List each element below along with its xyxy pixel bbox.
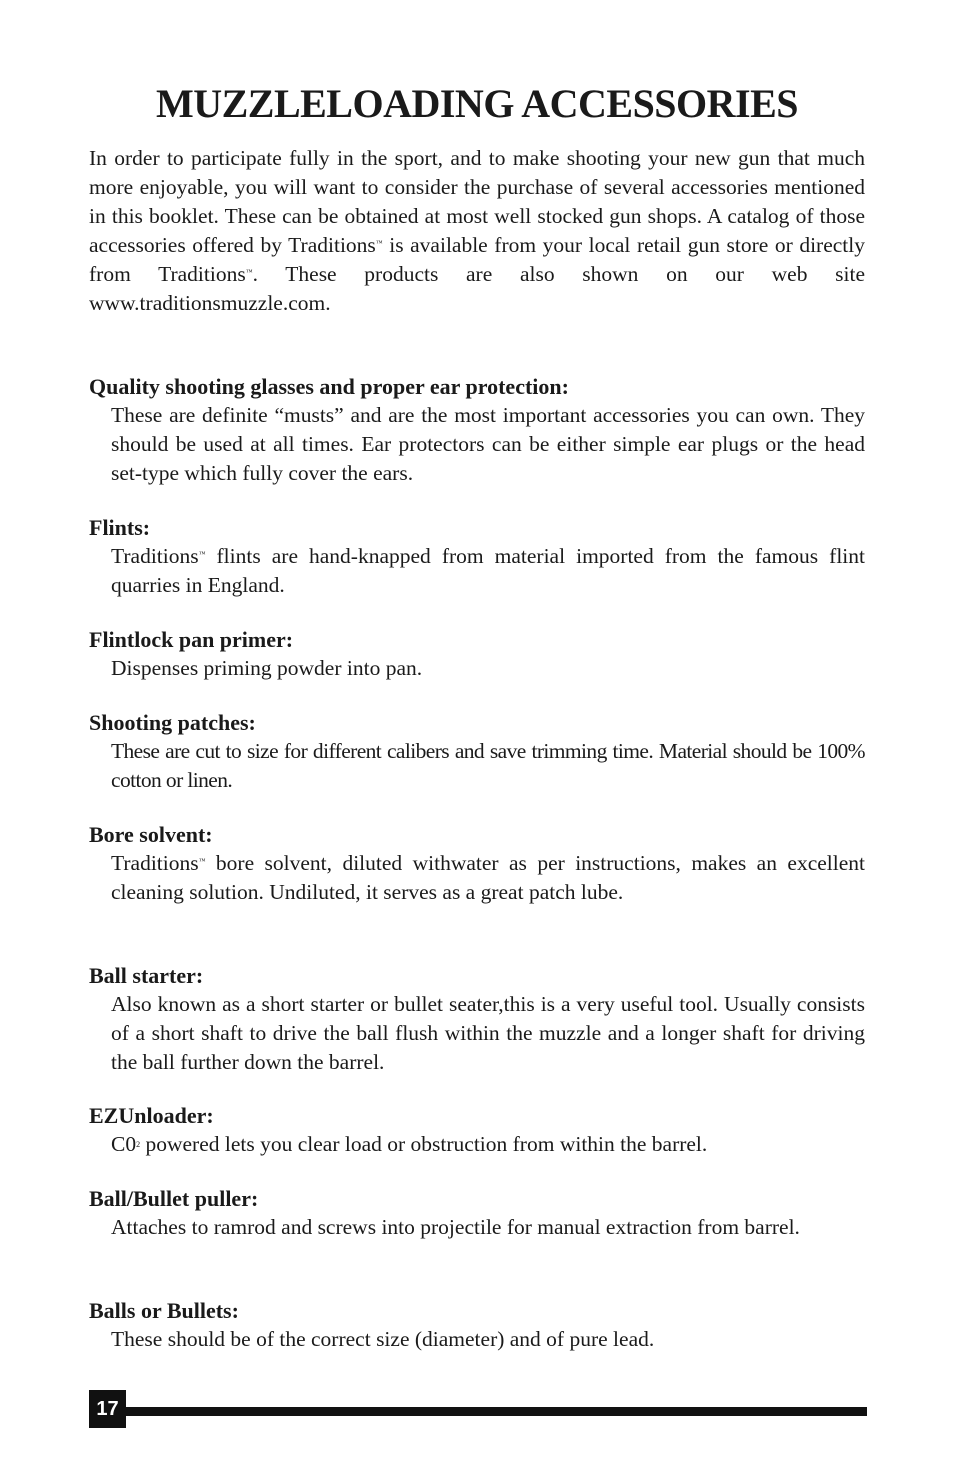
intro-paragraph bbox=[89, 144, 865, 318]
section-body-suffix: powered lets you clear load or obstruction from within the barrel. bbox=[140, 1132, 708, 1156]
section-heading: Ball/Bullet puller: bbox=[89, 1186, 259, 1211]
section-body-prefix: Traditions bbox=[111, 544, 199, 568]
section-body: These are cut to size for different calibers and save trimming time. Material should be 100% cotton or linen. bbox=[111, 739, 865, 792]
intro-text-3: . These products are also shown on our web site www.traditionsmuzzle.com. bbox=[89, 262, 865, 315]
section-heading: Shooting patches: bbox=[89, 710, 256, 735]
page-number: 17 bbox=[89, 1390, 126, 1428]
section-body-suffix: bore solvent, diluted withwater as per instructions, makes an excellent cleaning solution. Undiluted, it serves as a great patch lube. bbox=[111, 851, 865, 904]
section-ezunloader bbox=[89, 1101, 865, 1159]
section-heading: Flints: bbox=[89, 515, 151, 540]
section-body bbox=[111, 1130, 865, 1159]
page-footer bbox=[89, 1390, 867, 1428]
section-body-prefix: C0 bbox=[111, 1132, 137, 1156]
section-balls bbox=[89, 1296, 865, 1354]
section-heading: EZUnloader: bbox=[89, 1103, 214, 1128]
trademark-mark: ™ bbox=[245, 268, 253, 276]
section-body: These are definite “musts” and are the most important accessories you can own. They should be used at all times. Ear protectors can be either simple ear plugs or the head set-type which fully cover the ears. bbox=[111, 403, 865, 485]
section-patches bbox=[89, 708, 865, 795]
section-ball-starter bbox=[89, 961, 865, 1077]
section-bore-solvent bbox=[89, 820, 865, 907]
trademark-mark: ™ bbox=[198, 857, 206, 865]
section-flints bbox=[89, 513, 865, 600]
trademark-mark: ™ bbox=[198, 550, 206, 558]
intro-text-1: In order to participate fully in the sport, and to make shooting your new gun that much more enjoyable, you will want to consider the purchase of several accessories mentioned in this booklet. These can be obtained at most well stocked gun shops. A catalog of those accessories offered by Traditions bbox=[89, 146, 865, 257]
section-body: These should be of the correct size (diameter) and of pure lead. bbox=[111, 1327, 655, 1351]
section-heading: Ball starter: bbox=[89, 963, 204, 988]
section-heading: Flintlock pan primer: bbox=[89, 627, 294, 652]
section-body-prefix: Traditions bbox=[111, 851, 199, 875]
section-bullet-puller bbox=[89, 1184, 865, 1242]
section-body: Dispenses priming powder into pan. bbox=[111, 656, 423, 680]
section-body-suffix: flints are hand-knapped from material imported from the famous flint quarries in England. bbox=[111, 544, 865, 597]
trademark-mark: ™ bbox=[375, 239, 383, 247]
page-title: MUZZLELOADING ACCESSORIES bbox=[155, 81, 799, 126]
section-body bbox=[111, 849, 865, 907]
section-heading: Quality shooting glasses and proper ear protection: bbox=[89, 374, 569, 399]
intro-text-2: is available from your local retail gun store or directly from Traditions bbox=[89, 233, 865, 286]
section-body: Also known as a short starter or bullet seater,this is a very useful tool. Usually consists of a short shaft to drive the ball flush within the muzzle and a longer shaft for driving the ball further down the barrel. bbox=[111, 992, 865, 1074]
subscript-2: 2 bbox=[136, 1140, 141, 1149]
section-pan-primer bbox=[89, 625, 865, 683]
section-body bbox=[111, 542, 865, 600]
section-heading: Bore solvent: bbox=[89, 822, 213, 847]
section-glasses bbox=[89, 372, 865, 488]
section-heading: Balls or Bullets: bbox=[89, 1298, 239, 1323]
section-body: Attaches to ramrod and screws into projectile for manual extraction from barrel. bbox=[111, 1215, 800, 1239]
footer-rule bbox=[126, 1407, 867, 1416]
